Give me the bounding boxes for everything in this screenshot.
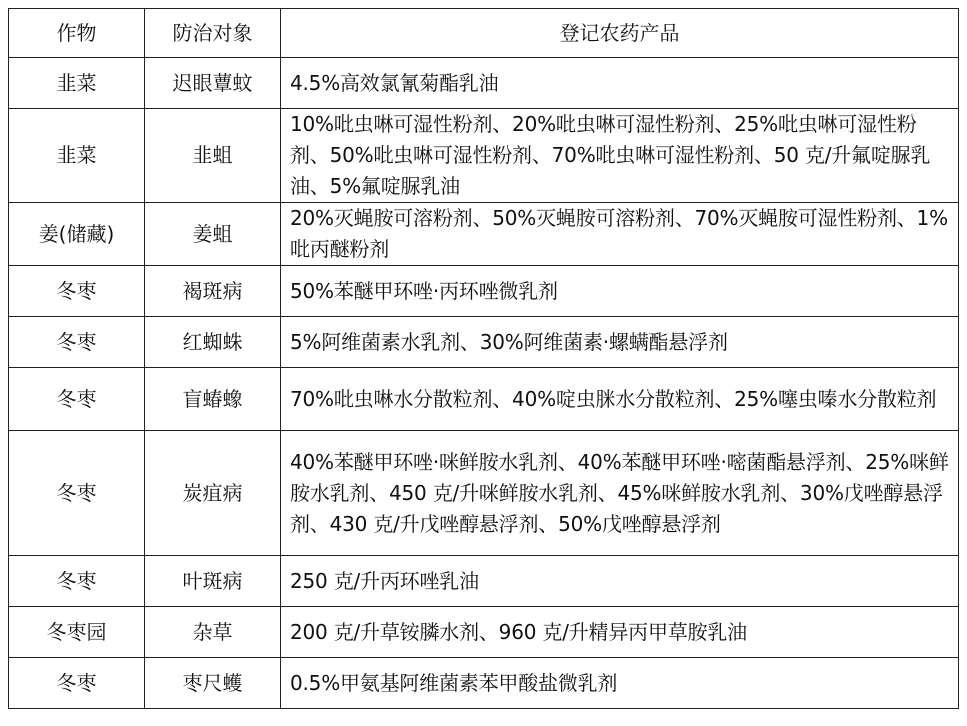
products-cell: 40%苯醚甲环唑·咪鲜胺水乳剂、40%苯醚甲环唑·嘧菌酯悬浮剂、25%咪鲜胺水乳剂、450 克/升咪鲜胺水乳剂、45%咪鲜胺水乳剂、30%戊唑醇悬浮剂、430 克/升戊唑醇悬浮剂、50%戊唑醇悬浮剂	[281, 431, 959, 556]
products-cell: 50%苯醚甲环唑·丙环唑微乳剂	[281, 266, 959, 317]
products-cell: 5%阿维菌素水乳剂、30%阿维菌素·螺螨酯悬浮剂	[281, 317, 959, 368]
table-row	[9, 607, 959, 658]
table-row	[9, 109, 959, 203]
table-row	[9, 556, 959, 607]
products-cell: 10%吡虫啉可湿性粉剂、20%吡虫啉可湿性粉剂、25%吡虫啉可湿性粉剂、50%吡虫啉可湿性粉剂、70%吡虫啉可湿性粉剂、50 克/升氟啶脲乳油、5%氟啶脲乳油	[281, 109, 959, 203]
crop-cell: 姜(储藏)	[9, 203, 145, 266]
crop-cell: 冬枣	[9, 266, 145, 317]
target-cell: 红蜘蛛	[145, 317, 281, 368]
target-cell: 炭疽病	[145, 431, 281, 556]
target-cell: 杂草	[145, 607, 281, 658]
table-row	[9, 266, 959, 317]
crop-cell: 冬枣园	[9, 607, 145, 658]
products-cell: 20%灭蝇胺可溶粉剂、50%灭蝇胺可溶粉剂、70%灭蝇胺可湿性粉剂、1%吡丙醚粉剂	[281, 203, 959, 266]
target-cell: 叶斑病	[145, 556, 281, 607]
products-cell: 200 克/升草铵膦水剂、960 克/升精异丙甲草胺乳油	[281, 607, 959, 658]
table-row	[9, 431, 959, 556]
crop-cell: 冬枣	[9, 556, 145, 607]
table-row	[9, 317, 959, 368]
target-cell: 褐斑病	[145, 266, 281, 317]
crop-cell: 韭菜	[9, 58, 145, 109]
products-cell: 4.5%高效氯氰菊酯乳油	[281, 58, 959, 109]
crop-cell: 冬枣	[9, 317, 145, 368]
products-cell: 0.5%甲氨基阿维菌素苯甲酸盐微乳剂	[281, 658, 959, 709]
table-row	[9, 203, 959, 266]
target-cell: 姜蛆	[145, 203, 281, 266]
target-cell: 盲蝽蟓	[145, 368, 281, 431]
crop-cell: 冬枣	[9, 658, 145, 709]
table-row	[9, 368, 959, 431]
header-crop: 作物	[9, 9, 145, 58]
target-cell: 枣尺蠖	[145, 658, 281, 709]
target-cell: 迟眼蕈蚊	[145, 58, 281, 109]
table-container	[8, 8, 958, 709]
table-row	[9, 658, 959, 709]
pesticide-registration-table	[8, 8, 959, 709]
crop-cell: 冬枣	[9, 431, 145, 556]
header-products: 登记农药产品	[281, 9, 959, 58]
crop-cell: 韭菜	[9, 109, 145, 203]
header-row	[9, 9, 959, 58]
crop-cell: 冬枣	[9, 368, 145, 431]
target-cell: 韭蛆	[145, 109, 281, 203]
products-cell: 70%吡虫啉水分散粒剂、40%啶虫脒水分散粒剂、25%噻虫嗪水分散粒剂	[281, 368, 959, 431]
header-target: 防治对象	[145, 9, 281, 58]
products-cell: 250 克/升丙环唑乳油	[281, 556, 959, 607]
table-row	[9, 58, 959, 109]
